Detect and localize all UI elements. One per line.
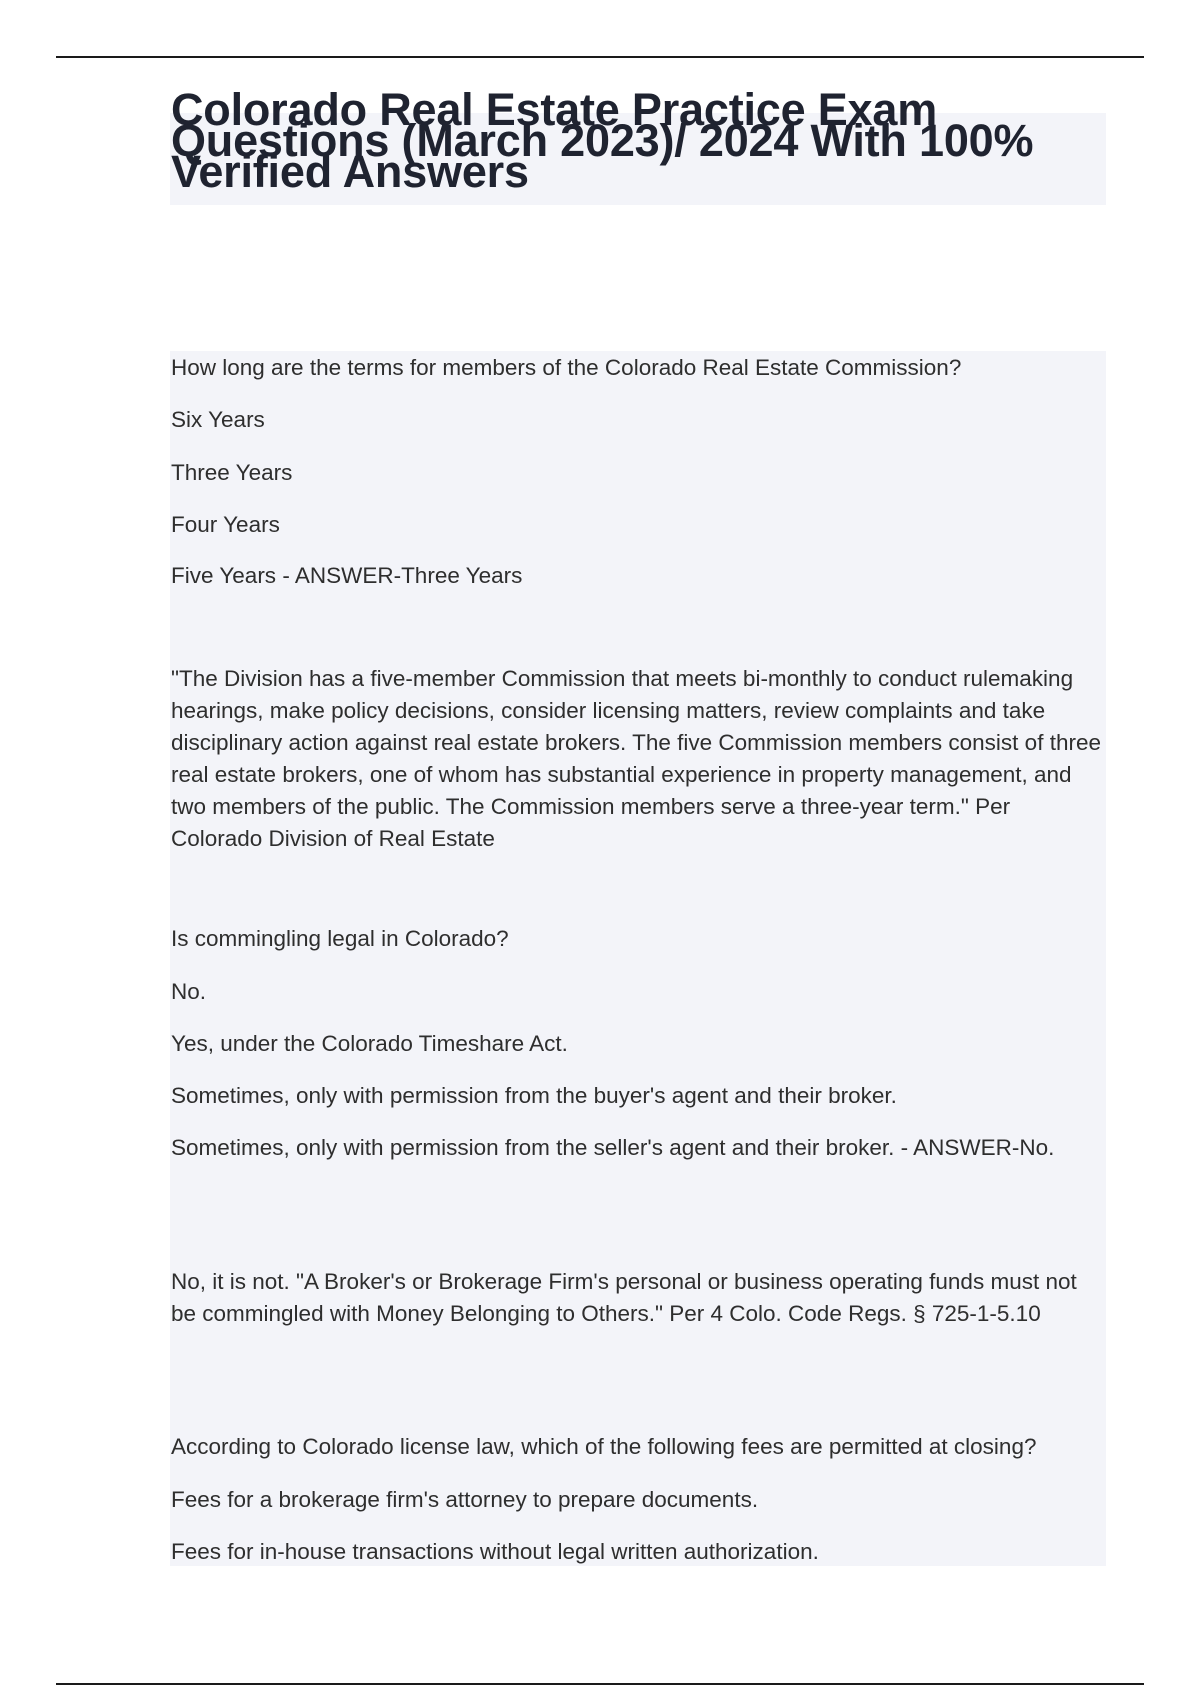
question-3: According to Colorado license law, which of the following fees are permitted at closing? xyxy=(171,1434,1037,1459)
q3-option-1: Fees for a brokerage firm's attorney to prepare documents. xyxy=(171,1487,759,1512)
document-title: Colorado Real Estate Practice Exam Questions (March 2023)/ 2024 With 100% Verified Answers xyxy=(171,84,1034,197)
q2-option-4-answer: Sometimes, only with permission from the seller's agent and their broker. - ANSWER-No. xyxy=(171,1135,1055,1160)
q1-option-1: Six Years xyxy=(171,407,265,432)
top-rule xyxy=(56,56,1144,58)
q2-option-2: Yes, under the Colorado Timeshare Act. xyxy=(171,1031,568,1056)
q1-option-2: Three Years xyxy=(171,460,293,485)
q2-option-3: Sometimes, only with permission from the buyer's agent and their broker. xyxy=(171,1083,897,1108)
q2-explanation: No, it is not. "A Broker's or Brokerage Firm's personal or business operating funds must not be commingled with Money Belonging to Others." Per 4 Colo. Code Regs. § 725-1-5.10 xyxy=(171,1269,1077,1326)
q1-option-3: Four Years xyxy=(171,512,280,537)
bottom-rule xyxy=(56,1683,1144,1685)
q3-option-2: Fees for in-house transactions without legal written authorization. xyxy=(171,1539,819,1564)
question-2: Is commingling legal in Colorado? xyxy=(171,926,509,951)
q1-option-4-answer: Five Years - ANSWER-Three Years xyxy=(171,563,523,588)
q2-option-1: No. xyxy=(171,979,207,1004)
question-1: How long are the terms for members of the Colorado Real Estate Commission? xyxy=(171,355,962,380)
q1-explanation: "The Division has a five-member Commission that meets bi-monthly to conduct rulemaking hearings, make policy decisions, consider licensing matters, review complaints and take disciplinary action against real estate brokers. The five Commission members consist of three real estate brokers, one of whom has substantial experience in property management, and two members of the public. The Commission members serve a three-year term." Per Colorado Division of Real Estate xyxy=(171,666,1101,851)
